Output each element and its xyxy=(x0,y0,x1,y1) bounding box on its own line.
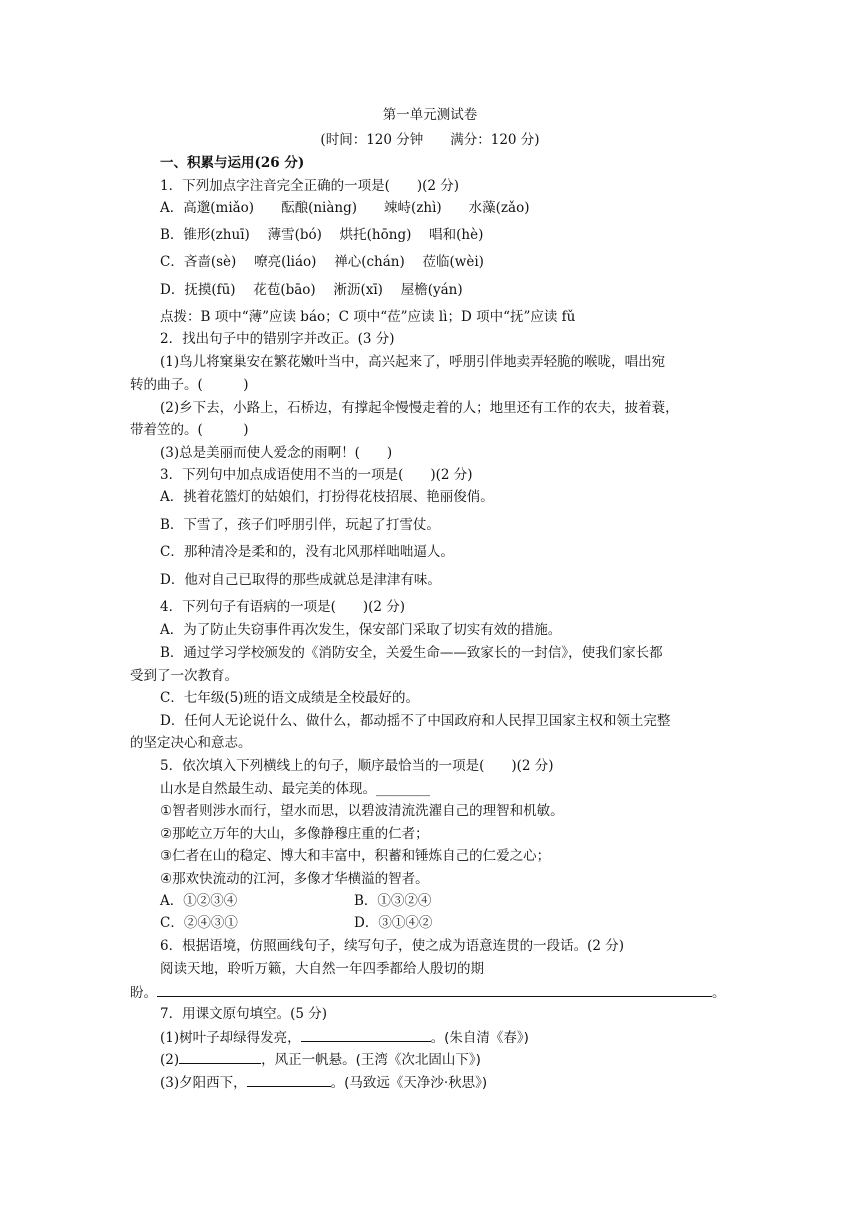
q4-option-d-line1: D．任何人无论说什么、做什么，都动摇不了中国政府和人民捍卫国家主权和领土完整 xyxy=(160,713,671,729)
q2-sentence-3: (3)总是美丽而使人爱念的雨啊！( ) xyxy=(160,445,393,461)
q2-sentence-2a: (2)乡下去，小路上，石桥边，有撑起伞慢慢走着的人；地里还有工作的农夫，披着蓑， xyxy=(160,400,679,416)
q5-sentence-2: ②那屹立万年的大山，多像静穆庄重的仁者； xyxy=(160,826,429,842)
q2-sentence-1b: 转的曲子。( ) xyxy=(130,377,249,393)
q5-sentence-3: ③仁者在山的稳定、博大和丰富中，积蓄和锤炼自己的仁爱之心； xyxy=(160,848,551,864)
q3-option-a: A．挑着花篮灯的姑娘们，打扮得花枝招展、艳丽俊俏。 xyxy=(160,489,494,505)
q7-item-2-source: ，风正一帆悬。(王湾《次北固山下》) xyxy=(261,1052,481,1068)
test-subtitle: (时间：120 分钟 满分：120 分) xyxy=(320,132,540,148)
q1-option-c: C．吝啬(sè) 嘹亮(liáo) 禅心(chán) 莅临(wèi) xyxy=(160,254,484,270)
q7-stem: 7．用课文原句填空。(5 分) xyxy=(160,1006,328,1022)
q7-item-2-text: (2) xyxy=(160,1052,180,1068)
q3-option-d: D．他对自己已取得的那些成就总是津津有味。 xyxy=(160,572,441,588)
q1-option-a: A．高邈(miǎo) 酝酿(niàng) 竦峙(zhì) 水藻(zǎo) xyxy=(160,200,530,216)
q7-item-2 xyxy=(160,1050,481,1069)
q7-item-3 xyxy=(160,1073,487,1092)
q5-option-d: D．③①④② xyxy=(354,915,433,931)
q5-option-a: A．①②③④ xyxy=(160,893,238,909)
q6-stem: 6．根据语境，仿照画线句子，续写句子，使之成为语意连贯的一段话。(2 分) xyxy=(160,938,625,954)
q7-item-2-blank[interactable] xyxy=(179,1050,261,1064)
q5-option-b: B．①③②④ xyxy=(354,893,432,909)
q3-stem: 3．下列句中加点成语使用不当的一项是( )(2 分) xyxy=(160,467,473,483)
q1-stem: 1．下列加点字注音完全正确的一项是( )(2 分) xyxy=(160,178,460,194)
q1-option-d: D．抚摸(fū) 花苞(bāo) 淅沥(xī) 屋檐(yán) xyxy=(160,282,463,298)
q7-item-1-source: 。(朱自清《春》) xyxy=(430,1030,529,1046)
q1-option-b: B．锥形(zhuī) 薄雪(bó) 烘托(hōng) 唱和(hè) xyxy=(160,227,484,243)
q4-option-c: C．七年级(5)班的语文成绩是全校最好的。 xyxy=(160,690,419,706)
q6-paragraph-line1: 阅读天地，聆听万籁，大自然一年四季都给人殷切的期 xyxy=(160,961,484,977)
q7-item-1-blank[interactable] xyxy=(301,1028,431,1042)
q5-lead: 山水是自然最生动、最完美的体现。________ xyxy=(160,781,430,797)
q5-sentence-4: ④那欢快流动的江河，多像才华横溢的智者。 xyxy=(160,871,429,887)
q3-option-b: B．下雪了，孩子们呼朋引伴，玩起了打雪仗。 xyxy=(160,517,440,533)
q4-stem: 4．下列句子有语病的一项是( )(2 分) xyxy=(160,599,406,615)
q4-option-a: A．为了防止失窃事件再次发生，保安部门采取了切实有效的措施。 xyxy=(160,622,562,638)
q2-stem: 2．找出句子中的错别字并改正。(3 分) xyxy=(160,331,395,347)
q7-item-3-source: 。(马致远《天净沙·秋思》) xyxy=(330,1075,488,1091)
q4-option-b-line1: B．通过学习学校颁发的《消防安全，关爱生命——致家长的一封信》，使我们家长都 xyxy=(160,645,663,661)
q7-item-3-text: (3)夕阳西下， xyxy=(160,1075,247,1091)
q2-sentence-1a: (1)鸟儿将窠巢安在繁花嫩叶当中，高兴起来了，呼朋引伴地卖弄轻脆的喉咙，唱出宛 xyxy=(160,354,666,370)
q4-option-d-line2: 的坚定决心和意志。 xyxy=(130,735,252,751)
q5-option-c: C．②④③① xyxy=(160,915,238,931)
q1-hint: 点拨：B 项中“薄”应读 báo；C 项中“莅”应读 lì；D 项中“抚”应读 fǔ xyxy=(160,309,576,325)
q3-option-c: C．那种清冷是柔和的，没有北风那样咄咄逼人。 xyxy=(160,544,454,560)
q2-sentence-2b: 带着笠的。( ) xyxy=(130,422,249,438)
q5-sentence-1: ①智者则涉水而行，望水而思，以碧波清流洗濯自己的理智和机敏。 xyxy=(160,803,564,819)
test-title: 第一单元测试卷 xyxy=(382,107,478,123)
q7-item-1 xyxy=(160,1028,529,1047)
q5-stem: 5．依次填入下列横线上的句子，顺序最恰当的一项是( )(2 分) xyxy=(160,758,554,774)
q7-item-3-blank[interactable] xyxy=(247,1073,331,1087)
q4-option-b-line2: 受到了一次教育。 xyxy=(130,668,238,684)
q6-paragraph-start: 盼。 xyxy=(130,985,157,1001)
q6-answer-blank[interactable] xyxy=(157,983,712,997)
q6-paragraph-line2 xyxy=(130,983,726,1002)
section-heading: 一、积累与运用(26 分) xyxy=(160,155,305,171)
q7-item-1-text: (1)树叶子却绿得发亮， xyxy=(160,1030,301,1046)
q6-paragraph-end: 。 xyxy=(712,985,726,1001)
